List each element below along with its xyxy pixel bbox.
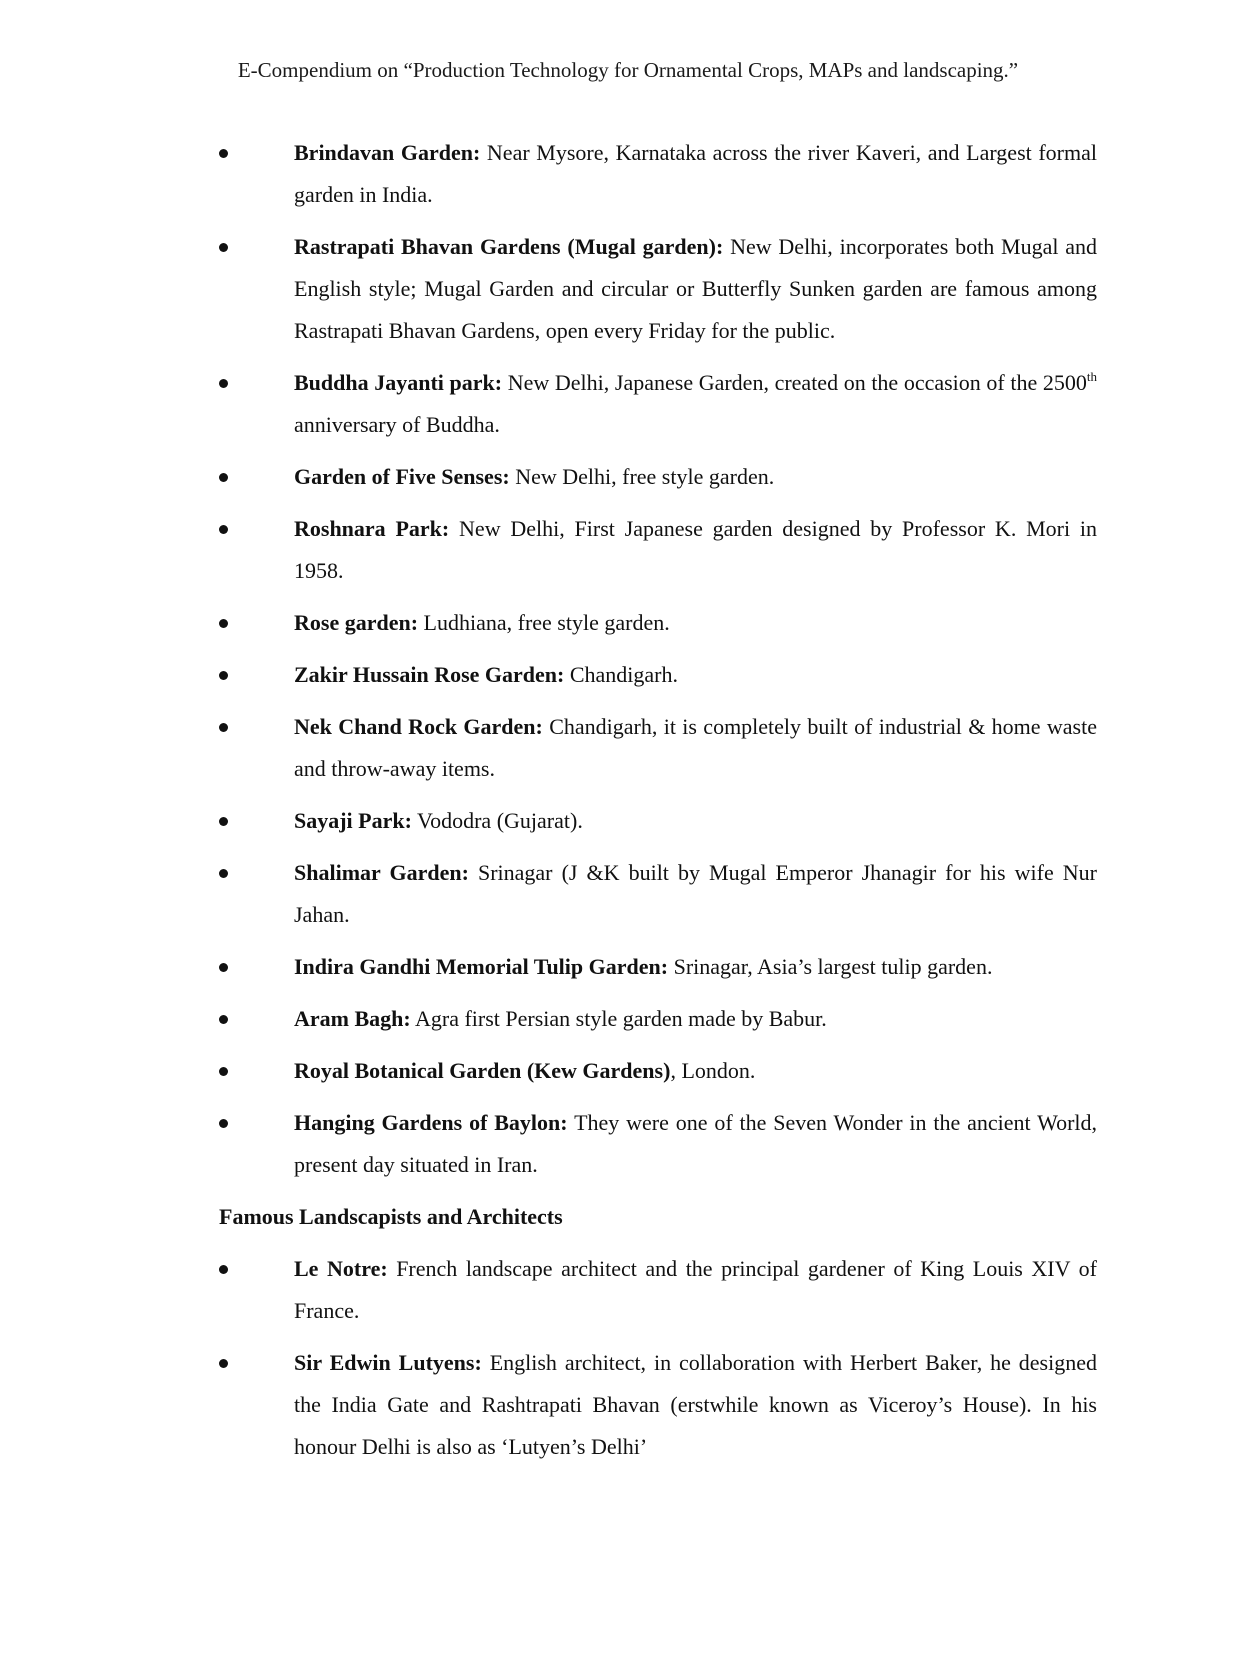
item-term: Garden of Five Senses: xyxy=(294,464,510,489)
bullet-icon xyxy=(219,1067,228,1076)
page-content xyxy=(219,132,1097,1478)
item-text: Agra first Persian style garden made by Babur. xyxy=(410,1006,827,1031)
item-term: Hanging Gardens of Baylon: xyxy=(294,1110,568,1135)
item-term: Brindavan Garden: xyxy=(294,140,481,165)
item-text: Chandigarh. xyxy=(564,662,679,687)
item-text: French landscape architect and the principal gardener of King Louis XIV of France. xyxy=(294,1256,1097,1323)
list-item xyxy=(219,602,1097,644)
list-item xyxy=(219,132,1097,216)
bullet-icon xyxy=(219,1265,228,1274)
superscript: th xyxy=(1086,369,1097,384)
list-item xyxy=(219,946,1097,988)
bullet-icon xyxy=(219,1359,228,1368)
item-text: Near Mysore, Karnataka across the river Kaveri, and Largest formal garden in India. xyxy=(294,140,1097,207)
list-item xyxy=(219,226,1097,352)
item-term: Rose garden: xyxy=(294,610,419,635)
item-text: They were one of the Seven Wonder in the ancient World, present day situated in Iran. xyxy=(294,1110,1098,1177)
list-item xyxy=(219,800,1097,842)
item-term: Sayaji Park: xyxy=(294,808,412,833)
list-item xyxy=(219,706,1097,790)
item-term: Royal Botanical Garden (Kew Gardens) xyxy=(294,1058,671,1083)
list-item xyxy=(219,998,1097,1040)
item-term: Zakir Hussain Rose Garden: xyxy=(294,662,565,687)
landscapists-list xyxy=(219,1248,1097,1468)
item-term: Aram Bagh: xyxy=(294,1006,411,1031)
list-item xyxy=(219,1102,1097,1186)
item-term: Roshnara Park: xyxy=(294,516,450,541)
item-text: Srinagar, Asia’s largest tulip garden. xyxy=(668,954,993,979)
bullet-icon xyxy=(219,473,228,482)
bullet-icon xyxy=(219,1015,228,1024)
item-text: New Delhi, Japanese Garden, created on the occasion of the 2500 xyxy=(502,370,1087,395)
bullet-icon xyxy=(219,1119,228,1128)
list-item xyxy=(219,852,1097,936)
section-heading: Famous Landscapists and Architects xyxy=(219,1204,563,1229)
item-term: Rastrapati Bhavan Gardens (Mugal garden): xyxy=(294,234,724,259)
bullet-icon xyxy=(219,817,228,826)
bullet-icon xyxy=(219,963,228,972)
item-text: Ludhiana, free style garden. xyxy=(418,610,670,635)
page-header: E-Compendium on “Production Technology for Ornamental Crops, MAPs and landscaping.” xyxy=(237,58,1019,82)
bullet-icon xyxy=(219,671,228,680)
bullet-icon xyxy=(219,869,228,878)
item-term: Le Notre: xyxy=(294,1256,388,1281)
bullet-icon xyxy=(219,243,228,252)
list-item xyxy=(219,362,1097,446)
item-text: Vododra (Gujarat). xyxy=(411,808,583,833)
bullet-icon xyxy=(219,149,228,158)
item-term: Buddha Jayanti park: xyxy=(294,370,503,395)
list-item xyxy=(219,1248,1097,1332)
item-text: anniversary of Buddha. xyxy=(294,412,500,437)
item-text: New Delhi, free style garden. xyxy=(509,464,775,489)
list-item xyxy=(219,1050,1097,1092)
bullet-icon xyxy=(219,619,228,628)
list-item xyxy=(219,654,1097,696)
item-text: Chandigarh, it is completely built of industrial & home waste and throw-away items. xyxy=(294,714,1097,781)
item-text: New Delhi, First Japanese garden designed by Professor K. Mori in 1958. xyxy=(294,516,1098,583)
item-term: Indira Gandhi Memorial Tulip Garden: xyxy=(294,954,669,979)
list-item xyxy=(219,456,1097,498)
bullet-icon xyxy=(219,525,228,534)
bullet-icon xyxy=(219,723,228,732)
list-item xyxy=(219,508,1097,592)
item-text: New Delhi, incorporates both Mugal and English style; Mugal Garden and circular or Butterfly Sunken garden are famous among Rastrapati Bhavan Gardens, open every Friday for the public. xyxy=(294,234,1098,343)
item-term: Sir Edwin Lutyens: xyxy=(294,1350,482,1375)
item-term: Nek Chand Rock Garden: xyxy=(294,714,543,739)
list-item xyxy=(219,1342,1097,1468)
gardens-list xyxy=(219,132,1097,1186)
bullet-icon xyxy=(219,379,228,388)
item-term: Shalimar Garden: xyxy=(294,860,469,885)
item-text: English architect, in collaboration with Herbert Baker, he designed the India Gate and Rashtrapati Bhavan (erstwhile known as Viceroy’s House). In his honour Delhi is also as ‘Lutyen’s Delhi’ xyxy=(294,1350,1097,1459)
item-text: , London. xyxy=(670,1058,756,1083)
item-text: Srinagar (J &K built by Mugal Emperor Jhanagir for his wife Nur Jahan. xyxy=(294,860,1098,927)
